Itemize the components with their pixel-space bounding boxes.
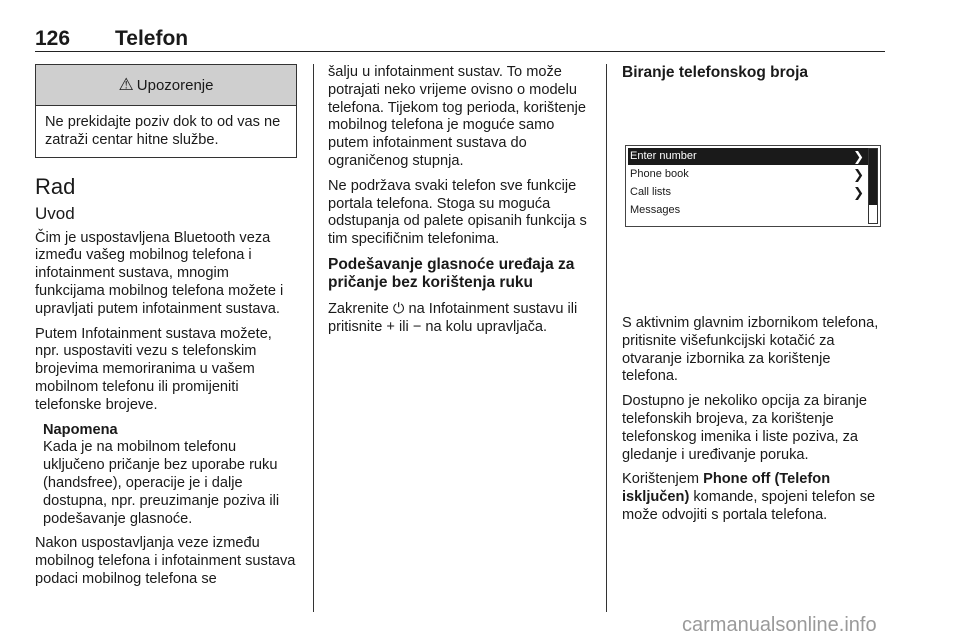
note-text: Kada je na mobilnom telefonu uključeno pričanje bez uporabe ruku (handsfree), operacije je i dalje dostupna, npr. preuzimanje poziva ili podešavanje glasnoće. xyxy=(43,439,280,527)
paragraph: Nakon uspostavljanja veze između mobilnog telefona i infotainment sustava podaci mobilnog telefona se xyxy=(35,535,296,587)
paragraph: S aktivnim glavnim izbornikom telefona, pritisnite višefunkcijski kotačić za otvaranje izbornika za korištenje telefona. xyxy=(622,315,879,385)
paragraph: Zakrenite ⏻ na Infotainment sustavu ili pritisnite + ili − na kolu upravljača. xyxy=(328,300,578,335)
paragraph: Korištenjem Phone off (Telefon isključen) komande, spojeni telefon se može odvojiti s portala telefona. xyxy=(622,471,876,523)
page-number: 126 xyxy=(35,27,71,50)
section-heading: Biranje telefonskog broja xyxy=(622,64,809,81)
chevron-right-icon: ❯ xyxy=(853,149,864,164)
phone-menu-screen xyxy=(625,145,881,227)
menu-item-call-lists[interactable]: Call lists ❯ xyxy=(630,185,864,200)
scrollbar-thumb[interactable] xyxy=(869,149,877,205)
warning-box xyxy=(35,64,297,158)
warning-header xyxy=(36,65,296,106)
paragraph: Ne podržava svaki telefon sve funkcije portala telefona. Stoga su moguća odstupanja od palete opisanih funkcija s tim specifičnim telefonima. xyxy=(328,177,587,248)
paragraph: Čim je uspostavljena Bluetooth veza između vašeg mobilnog telefona i infotainment sustava, mnogim funkcijama mobilnog telefona možete i upravljati putem infotainment sustava. xyxy=(35,229,284,317)
subsection-title: Uvod xyxy=(35,203,75,223)
note-title: Napomena xyxy=(43,421,118,438)
section-title: Rad xyxy=(35,173,76,199)
warning-triangle-icon: ⚠ xyxy=(118,75,134,94)
paragraph: Dostupno je nekoliko opcija za biranje telefonskih brojeva, za korištenje telefonskog imenika i liste poziva, za gledanje i uređivanje poruka. xyxy=(622,393,868,463)
command-name: Phone off (Telefon isključen) xyxy=(622,471,831,506)
minus-icon: − xyxy=(412,318,422,335)
column-1 xyxy=(35,64,297,596)
paragraph: Putem Infotainment sustava možete, npr. uspostaviti vezu s telefonskim brojevima memoriranima u vašem mobilnom telefonu ili promijeniti telefonske brojeve. xyxy=(35,325,272,413)
page-header xyxy=(35,27,885,52)
watermark: carmanualsonline.info xyxy=(682,614,877,636)
chapter-title: Telefon xyxy=(115,27,189,50)
column-2 xyxy=(328,64,596,344)
column-divider xyxy=(606,64,607,612)
chevron-right-icon: ❯ xyxy=(853,167,864,182)
section-heading: Podešavanje glasnoće uređaja za pričanje bez korištenja ruku xyxy=(328,255,575,291)
column-divider xyxy=(313,64,314,612)
column-3 xyxy=(622,64,890,532)
power-knob-icon: ⏻ xyxy=(392,300,405,317)
warning-text: Ne prekidajte poziv dok to od vas ne zatraži centar hitne službe. xyxy=(45,114,281,148)
menu-scrollbar[interactable] xyxy=(868,148,878,224)
note xyxy=(35,422,297,529)
paragraph: šalju u infotainment sustav. To može potrajati neko vrijeme ovisno o modelu telefona. Tijekom tog perioda, korištenje mobilnog telefona je moguće samo putem infotainment sustava do ograničenog stupnja. xyxy=(328,64,586,169)
menu-item-enter-number[interactable]: Enter number ❯ xyxy=(628,148,868,165)
screen-illustration xyxy=(622,91,884,299)
plus-icon: + xyxy=(386,318,395,335)
warning-title: Upozorenje xyxy=(136,77,214,94)
menu-item-phone-book[interactable]: Phone book ❯ xyxy=(630,167,864,182)
menu-item-messages[interactable]: Messages xyxy=(630,204,681,216)
chevron-right-icon: ❯ xyxy=(853,185,864,200)
